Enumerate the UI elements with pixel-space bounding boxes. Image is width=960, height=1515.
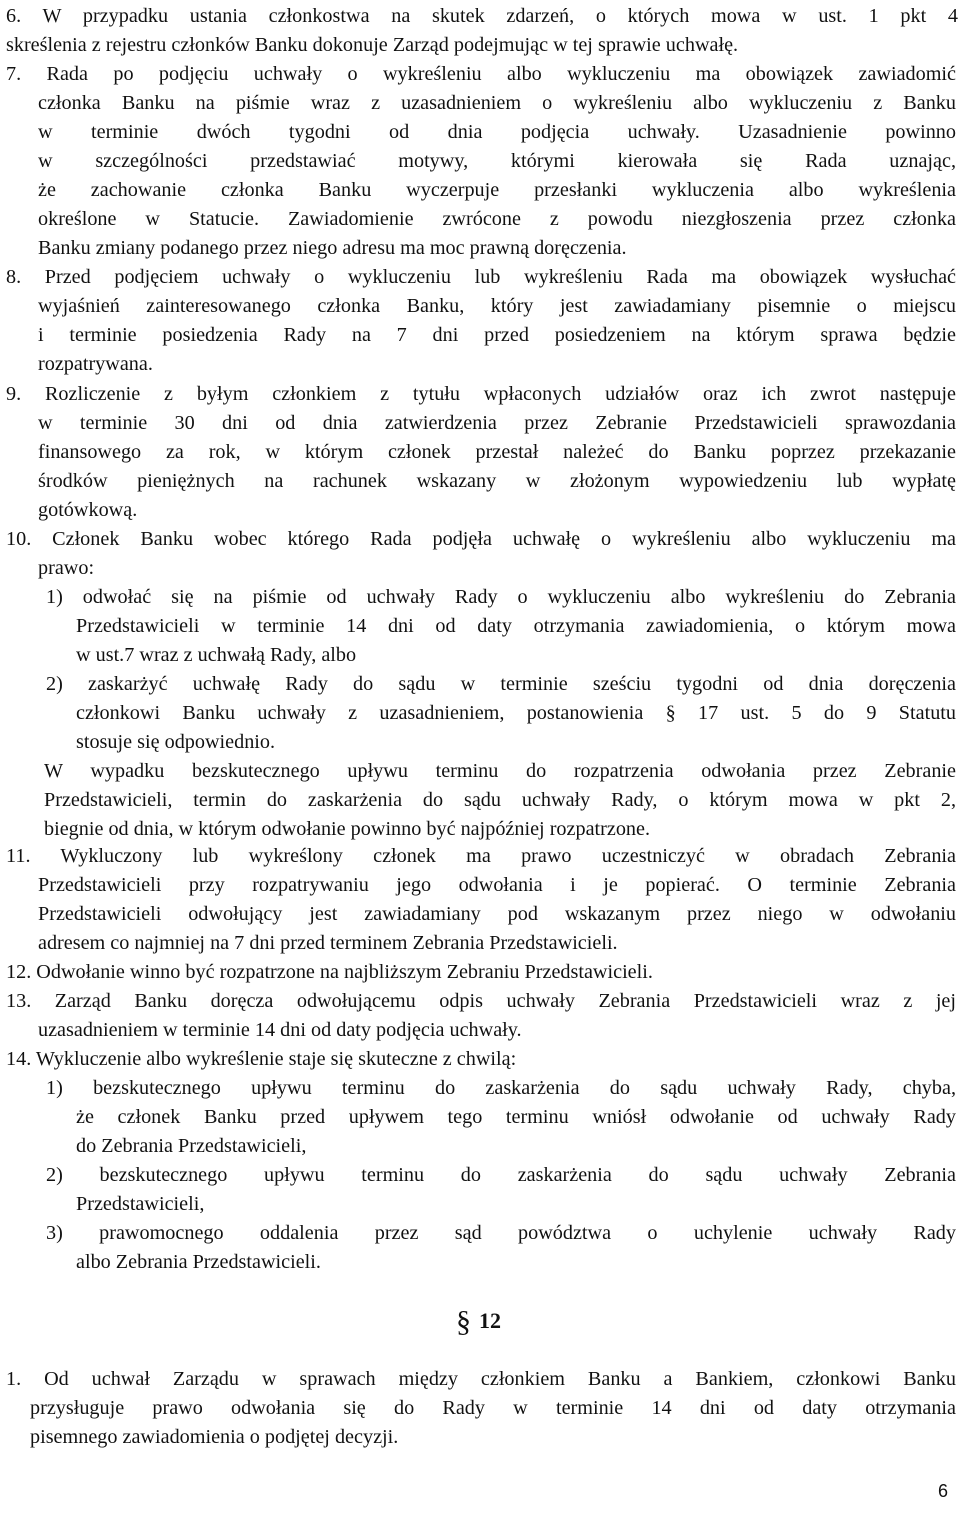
text-line: wyjaśnień zainteresowanego członka Banku, który jest zawiadamiany pisemnie o miejscu <box>38 295 956 317</box>
text-line: pisemnego zawiadomienia o podjętej decyzji. <box>30 1426 399 1448</box>
text-line: W wypadku bezskutecznego upływu terminu do rozpatrzenia odwołania przez Zebranie <box>44 760 956 782</box>
text-line: albo Zebrania Przedstawicieli. <box>76 1251 321 1273</box>
text-line: 8. Przed podjęciem uchwały o wykluczeniu lub wykreśleniu Rada ma obowiązek wysłuchać <box>6 266 956 288</box>
text-line: określone w Statucie. Zawiadomienie zwrócone z powodu niezgłoszenia przez członka <box>38 208 956 230</box>
text-line: członkowi Banku uchwały z uzasadnieniem, postanowienia § 17 ust. 5 do 9 Statutu <box>76 702 956 724</box>
text-line: 13. Zarząd Banku doręcza odwołującemu odpis uchwały Zebrania Przedstawicieli wraz z jej <box>6 990 956 1012</box>
text-line: w terminie dwóch tygodni od dnia podjęcia uchwały. Uzasadnienie powinno <box>38 121 956 143</box>
text-line: 3) prawomocnego oddalenia przez sąd powództwa o uchylenie uchwały Rady <box>46 1222 956 1244</box>
text-line: w terminie 30 dni od dnia zatwierdzenia przez Zebranie Przedstawicieli sprawozdania <box>38 412 956 434</box>
text-line: do Zebrania Przedstawicieli, <box>76 1135 307 1157</box>
section-symbol: § <box>456 1305 471 1338</box>
text-line: Przedstawicieli, <box>76 1193 205 1215</box>
text-line: uzasadnieniem w terminie 14 dni od daty podjęcia uchwały. <box>38 1019 522 1041</box>
text-line: przysługuje prawo odwołania się do Rady w terminie 14 dni od daty otrzymania <box>30 1397 956 1419</box>
text-line: 10. Członek Banku wobec którego Rada podjęła uchwałę o wykreśleniu albo wykluczeniu ma <box>6 528 956 550</box>
text-line: 9. Rozliczenie z byłym członkiem z tytułu wpłaconych udziałów oraz ich zwrot następuje <box>6 383 956 405</box>
text-line: 1) bezskutecznego upływu terminu do zaskarżenia do sądu uchwały Rady, chyba, <box>46 1077 956 1099</box>
text-line: 6. W przypadku ustania członkostwa na skutek zdarzeń, o których mowa w ust. 1 pkt 4 <box>6 5 958 27</box>
text-line: finansowego za rok, w którym członek przestał należeć do Banku poprzez przekazanie <box>38 441 956 463</box>
text-line: w szczególności przedstawiać motywy, którymi kierowała się Rada uznając, <box>38 150 956 172</box>
text-line: członka Banku na piśmie wraz z uzasadnieniem o wykreśleniu albo wykluczeniu z Banku <box>38 92 956 114</box>
text-line: Banku zmiany podanego przez niego adresu ma moc prawną doręczenia. <box>38 237 627 259</box>
text-line: 1) odwołać się na piśmie od uchwały Rady o wykluczeniu albo wykreśleniu do Zebrania <box>46 586 956 608</box>
text-line: 14. Wykluczenie albo wykreślenie staje się skuteczne z chwilą: <box>6 1048 517 1070</box>
text-line: Przedstawicieli odwołujący jest zawiadamiany pod wskazanym przez niego w odwołaniu <box>38 903 956 925</box>
text-line: 2) bezskutecznego upływu terminu do zaskarżenia do sądu uchwały Zebrania <box>46 1164 956 1186</box>
section-number: 12 <box>479 1308 501 1333</box>
text-line: Przedstawicieli, termin do zaskarżenia do sądu uchwały Rady, o którym mowa w pkt 2, <box>44 789 956 811</box>
text-line: Przedstawicieli przy rozpatrywaniu jego odwołania i je popierać. O terminie Zebrania <box>38 874 956 896</box>
text-line: i terminie posiedzenia Rady na 7 dni przed posiedzeniem na którym sprawa będzie <box>38 324 956 346</box>
text-line: skreślenia z rejestru członków Banku dokonuje Zarząd podejmując w tej sprawie uchwałę. <box>6 34 739 56</box>
text-line: stosuje się odpowiednio. <box>76 731 276 753</box>
text-line: biegnie od dnia, w którym odwołanie powinno być najpóźniej rozpatrzone. <box>44 818 651 840</box>
text-line: gotówkową. <box>38 499 138 521</box>
section-heading <box>456 1306 501 1337</box>
text-line: 12. Odwołanie winno być rozpatrzone na najbliższym Zebraniu Przedstawicieli. <box>6 961 653 983</box>
text-line: rozpatrywana. <box>38 353 153 375</box>
text-line: 1. Od uchwał Zarządu w sprawach między członkiem Banku a Bankiem, członkowi Banku <box>6 1368 956 1390</box>
text-line: 2) zaskarżyć uchwałę Rady do sądu w terminie sześciu tygodni od dnia doręczenia <box>46 673 956 695</box>
text-line: 11. Wykluczony lub wykreślony członek ma prawo uczestniczyć w obradach Zebrania <box>6 845 956 867</box>
text-line: w ust.7 wraz z uchwałą Rady, albo <box>76 644 357 666</box>
page-number: 6 <box>937 1481 948 1501</box>
text-line: prawo: <box>38 557 95 579</box>
text-line: Przedstawicieli w terminie 14 dni od daty otrzymania zawiadomienia, o którym mowa <box>76 615 956 637</box>
text-line: adresem co najmniej na 7 dni przed terminem Zebrania Przedstawicieli. <box>38 932 618 954</box>
text-line: 7. Rada po podjęciu uchwały o wykreśleniu albo wykluczeniu ma obowiązek zawiadomić <box>6 63 956 85</box>
text-line: środków pieniężnych na rachunek wskazany w złożonym wypowiedzeniu lub wypłatę <box>38 470 956 492</box>
text-line: że zachowanie członka Banku wyczerpuje przesłanki wykluczenia albo wykreślenia <box>38 179 956 201</box>
text-line: że członek Banku przed upływem tego terminu wniósł odwołanie od uchwały Rady <box>76 1106 956 1128</box>
